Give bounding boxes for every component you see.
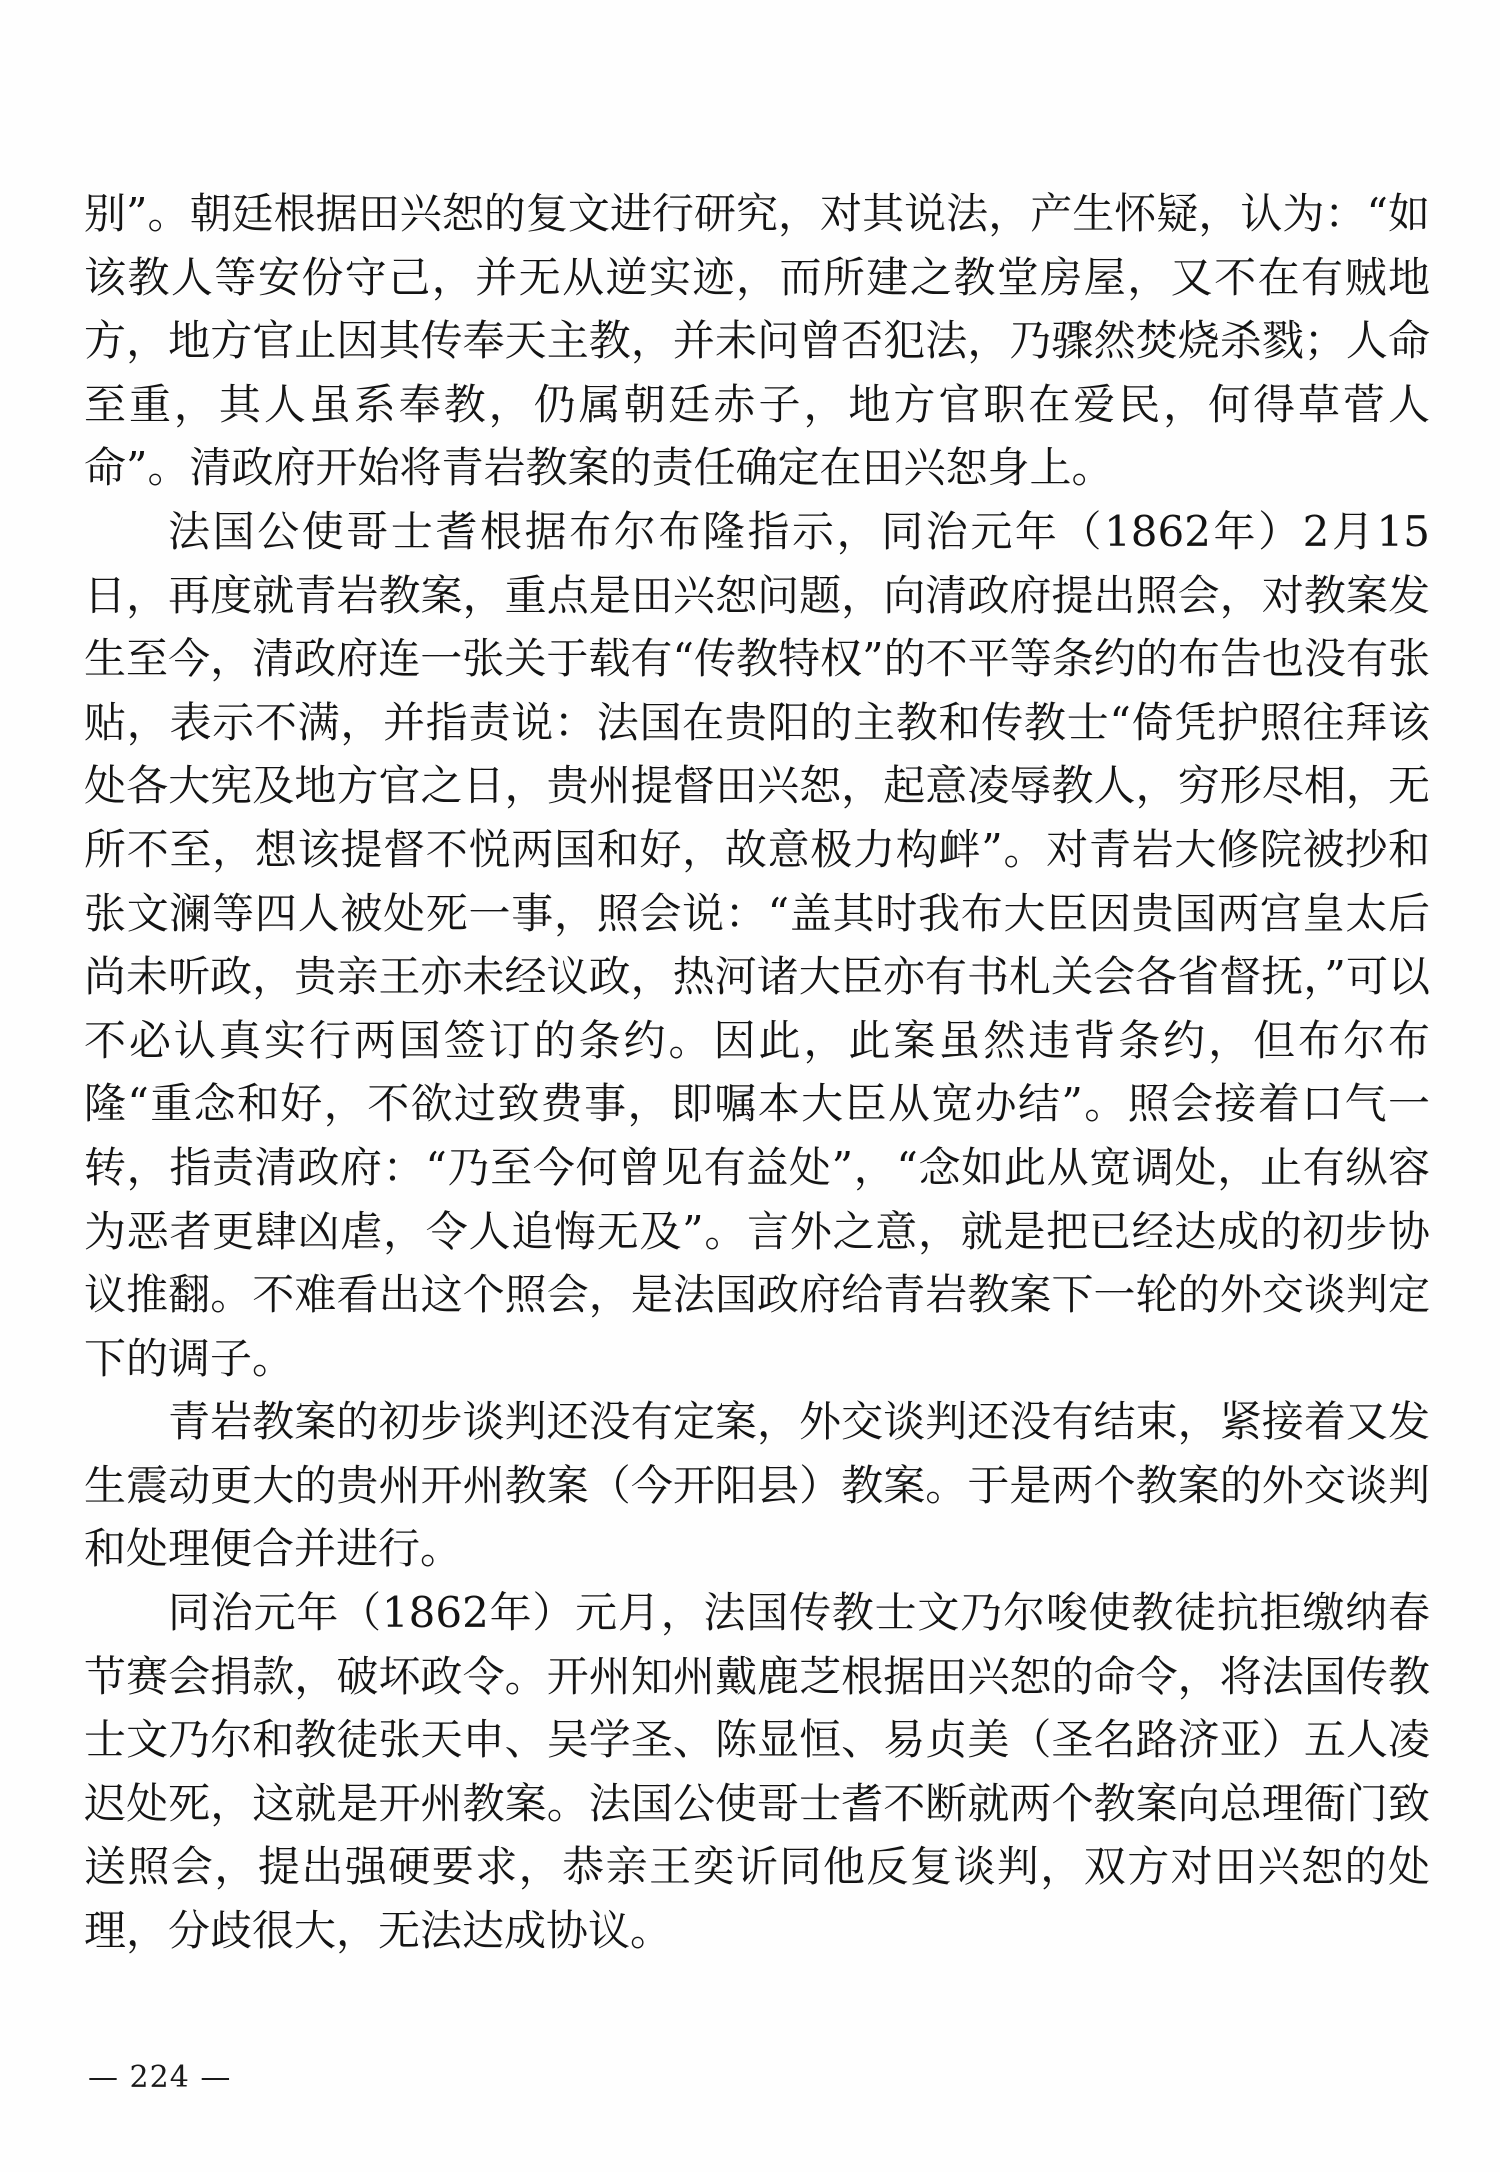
paragraph-kaizhou-case: 同治元年（1862年）元月，法国传教士文乃尔唆使教徒抗拒缴纳春节赛会捐款，破坏政令。开州知州戴鹿芝根据田兴恕的命令，将法国传教士文乃尔和教徒张天申、吴学圣、陈显恒、易贞美（圣名路济亚）五人凌迟处死，这就是开州教案。法国公使哥士耆不断就两个教案向总理衙门致送照会，提出强硬要求，恭亲王奕䜣同他反复谈判，双方对田兴恕的处理，分歧很大，无法达成协议。 — [84, 1588, 1430, 1956]
page-number: — 224 — — [88, 2060, 232, 2095]
paragraph-kaizhou-intro: 青岩教案的初步谈判还没有定案，外交谈判还没有结束，紧接着又发生震动更大的贵州开州教案（今开阳县）教案。于是两个教案的外交谈判和处理便合并进行。 — [84, 1397, 1430, 1574]
body-text — [84, 182, 1430, 1963]
paragraph-continuation: 别”。朝廷根据田兴恕的复文进行研究，对其说法，产生怀疑，认为：“如该教人等安份守己，并无从逆实迹，而所建之教堂房屋，又不在有贼地方，地方官止因其传奉天主教，并未问曾否犯法，乃骤然焚烧杀戮；人命至重，其人虽系奉教，仍属朝廷赤子，地方官职在爱民，何得草菅人命”。清政府开始将青岩教案的责任确定在田兴恕身上。 — [84, 189, 1430, 493]
paragraph-french-note: 法国公使哥士耆根据布尔布隆指示，同治元年（1862年）2月15日，再度就青岩教案，重点是田兴恕问题，向清政府提出照会，对教案发生至今，清政府连一张关于载有“传教特权”的不平等条约的布告也没有张贴，表示不满，并指责说：法国在贵阳的主教和传教士“倚凭护照往拜该处各大宪及地方官之日，贵州提督田兴恕，起意凌辱教人，穷形尽相，无所不至，想该提督不悦两国和好，故意极力构衅”。对青岩大修院被抄和张文澜等四人被处死一事，照会说：“盖其时我布大臣因贵国两宫皇太后尚未听政，贵亲王亦未经议政，热河诸大臣亦有书札关会各省督抚，”可以不必认真实行两国签订的条约。因此，此案虽然违背条约，但布尔布隆“重念和好，不欲过致费事，即嘱本大臣从宽办结”。照会接着口气一转，指责清政府：“乃至今何曾见有益处”，“念如此从宽调处，止有纵容为恶者更肆凶虐，令人追悔无及”。言外之意，就是把已经达成的初步协议推翻。不难看出这个照会，是法国政府给青岩教案下一轮的外交谈判定下的调子。 — [84, 506, 1430, 1383]
